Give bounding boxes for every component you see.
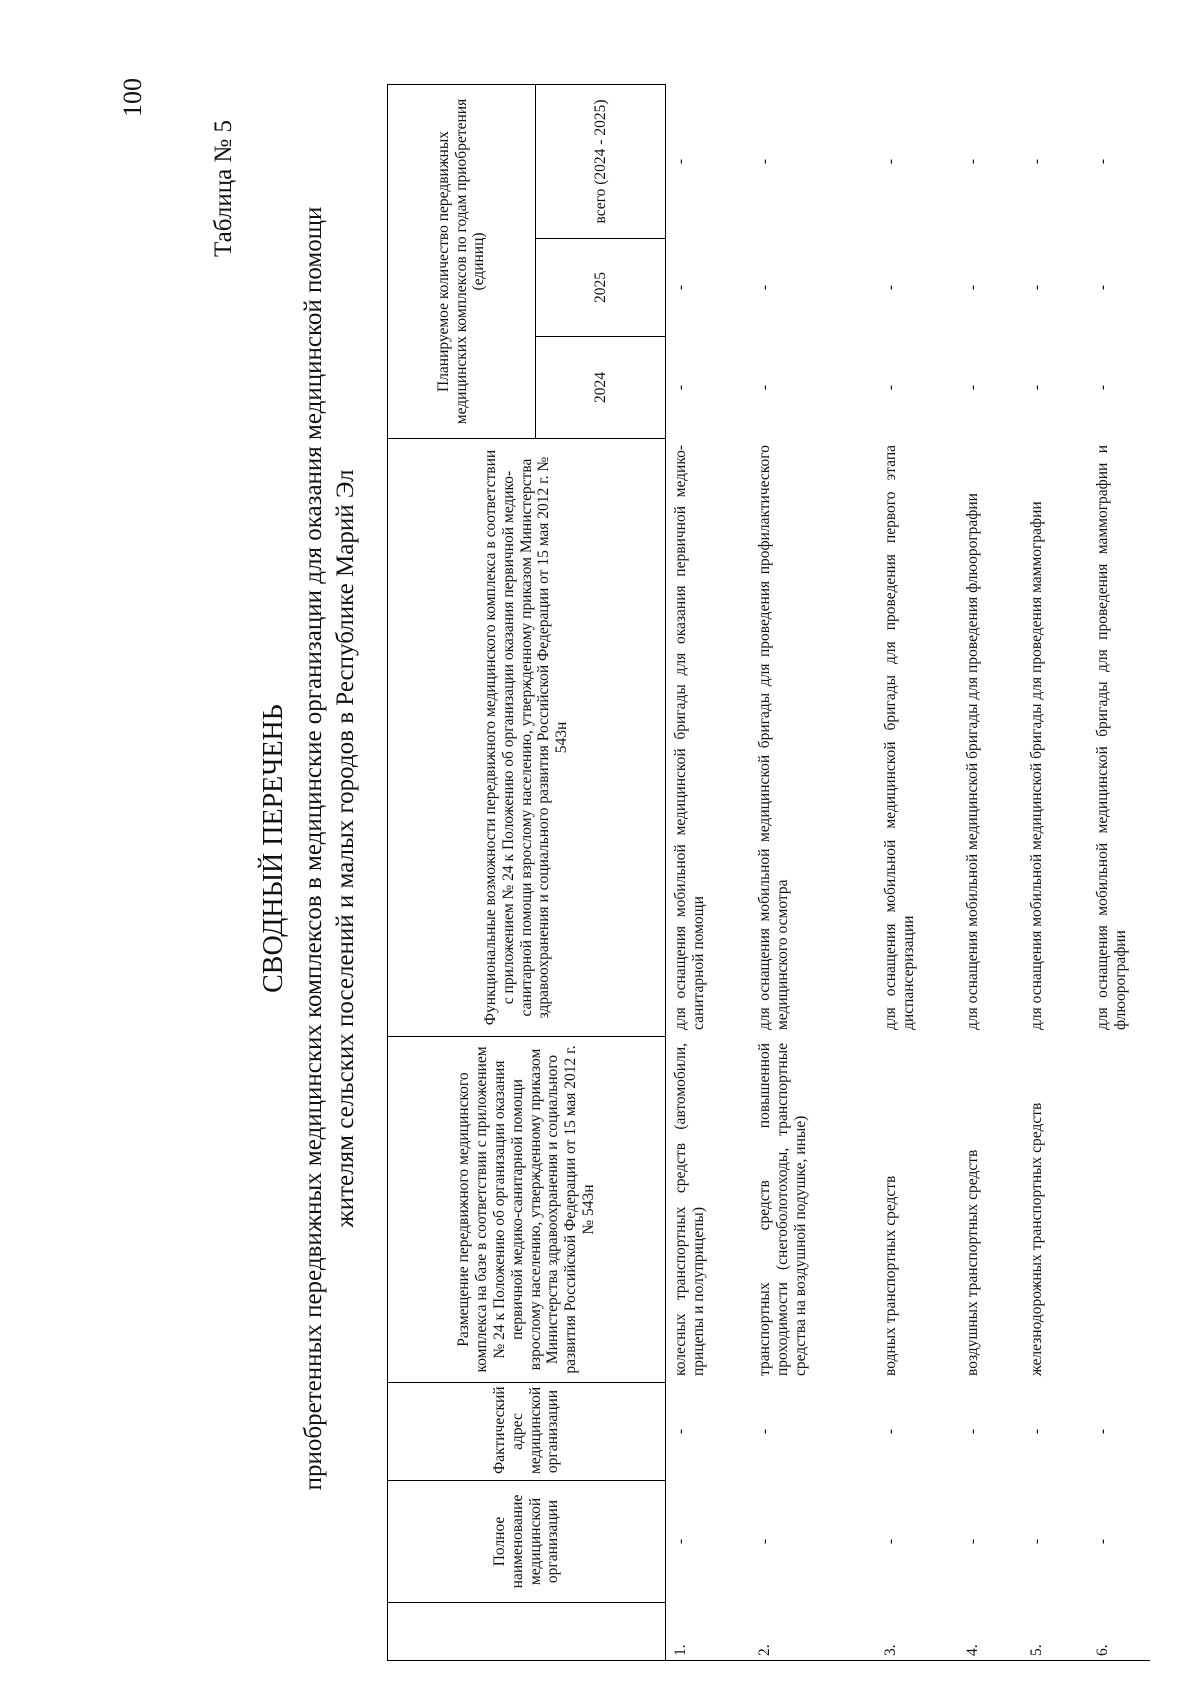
header-full-name: Полное наименование медицинской организации [388,1481,666,1603]
header-total: всего (2024 - 2025) [536,84,666,238]
header-number [388,1603,666,1661]
row-total: - [881,158,899,165]
row-full-name: - [881,1538,899,1545]
row-number: 5. [1022,1603,1088,1661]
row-total: - [1027,158,1045,165]
row-number: 3. [876,1603,958,1661]
table-row [958,84,1022,1660]
row-placement: транспортных средств повышенной проходимости (снегоболотоходы, транспортные средства на воздушной подушке, иные) [755,1043,810,1376]
document-subtitle-line2: жителям сельских поселений и малых городов в Республике Марий Эл [332,469,359,1228]
row-total: - [666,84,750,238]
header-year-2025: 2025 [536,239,666,337]
table-body [666,84,1150,1660]
row-year-2024: - [1027,384,1045,391]
table-row [750,84,876,1660]
row-year-2025: - [666,239,750,337]
row-address: - [1027,1428,1045,1435]
document-subtitle-line1: приобретенных передвижных медицинских комплексов в медицинские организации для оказания медицинской помощи [300,206,327,1491]
row-year-2024: - [963,384,981,391]
row-full-name: - [755,1538,773,1545]
row-year-2025: - [1093,284,1111,291]
row-year-2024: - [666,337,750,439]
header-planned-quantity: Планируемое количество передвижных медицинских комплексов по годам приобретения (единиц) [388,84,536,438]
row-capabilities: для оснащения мобильной медицинской бригады для проведения маммографии и флюорографии [1093,445,1129,1030]
header-placement: Размещение передвижного медицинского комплекса на базе в соответствии с приложением № 24 к Положению об организации оказания первичной медико-санитарной помощи взрослому населению, утвержденному приказом Министерства здравоохранения и социального развития Российской Федерации от 15 мая 2012 г. № 543н [388,1037,666,1383]
header-address: Фактический адрес медицинской организации [388,1383,666,1481]
table-row [876,84,958,1660]
row-total: - [1093,158,1111,165]
table-row [1088,84,1150,1660]
row-number: 6. [1088,1603,1150,1661]
row-total: - [755,158,773,165]
row-placement: железнодорожных транспортных средств [1027,1102,1045,1376]
page-number: 100 [118,78,147,117]
row-number: 2. [750,1603,876,1661]
header-year-2024: 2024 [536,337,666,439]
row-address: - [1093,1428,1111,1435]
row-address: - [666,1383,750,1481]
row-total: - [963,158,981,165]
row-full-name: - [1093,1538,1111,1545]
row-address: - [755,1428,773,1435]
row-address: - [963,1428,981,1435]
row-year-2025: - [1027,284,1045,291]
row-full-name: - [1027,1538,1045,1545]
row-capabilities: для оснащения мобильной медицинской бригады для проведения первого этапа диспансеризации [881,445,917,1030]
table-row [1022,84,1088,1660]
document-title: СВОДНЫЙ ПЕРЕЧЕНЬ [258,704,289,993]
row-year-2025: - [755,284,773,291]
row-capabilities: для оснащения мобильной медицинской бригады для проведения маммографии [1027,501,1045,1030]
mobile-complexes-table [387,84,1150,1661]
row-number: 1. [666,1603,750,1661]
row-year-2024: - [1093,384,1111,391]
table-row [666,84,750,1660]
row-year-2025: - [881,284,899,291]
row-year-2025: - [963,284,981,291]
table-header [388,84,666,1660]
row-full-name: - [666,1481,750,1603]
header-capabilities: Функциональные возможности передвижного медицинского комплекса в соответствии с приложением № 24 к Положению об организации оказания первичной медико-санитарной помощи взрослому населению, утвержденному приказом Министерства здравоохранения и социального развития Российской Федерации от 15 мая 2012 г. № 543н [388,439,666,1037]
row-placement: воздушных транспортных средств [963,1149,981,1376]
row-address: - [881,1428,899,1435]
row-capabilities: для оснащения мобильной медицинской бригады для оказания первичной медико-санитарной помощи [666,439,750,1037]
row-number: 4. [958,1603,1022,1661]
row-full-name: - [963,1538,981,1545]
row-placement: колесных транспортных средств (автомобили, прицепы и полуприцепы) [666,1037,750,1383]
row-capabilities: для оснащения мобильной медицинской бригады для проведения флюорографии [963,493,981,1030]
table-label: Таблица № 5 [210,119,237,257]
row-capabilities: для оснащения мобильной медицинской бригады для проведения профилактического медицинского осмотра [755,445,791,1030]
row-year-2024: - [881,384,899,391]
row-year-2024: - [755,384,773,391]
row-placement: водных транспортных средств [881,1175,899,1376]
row-placement [1088,1037,1150,1383]
